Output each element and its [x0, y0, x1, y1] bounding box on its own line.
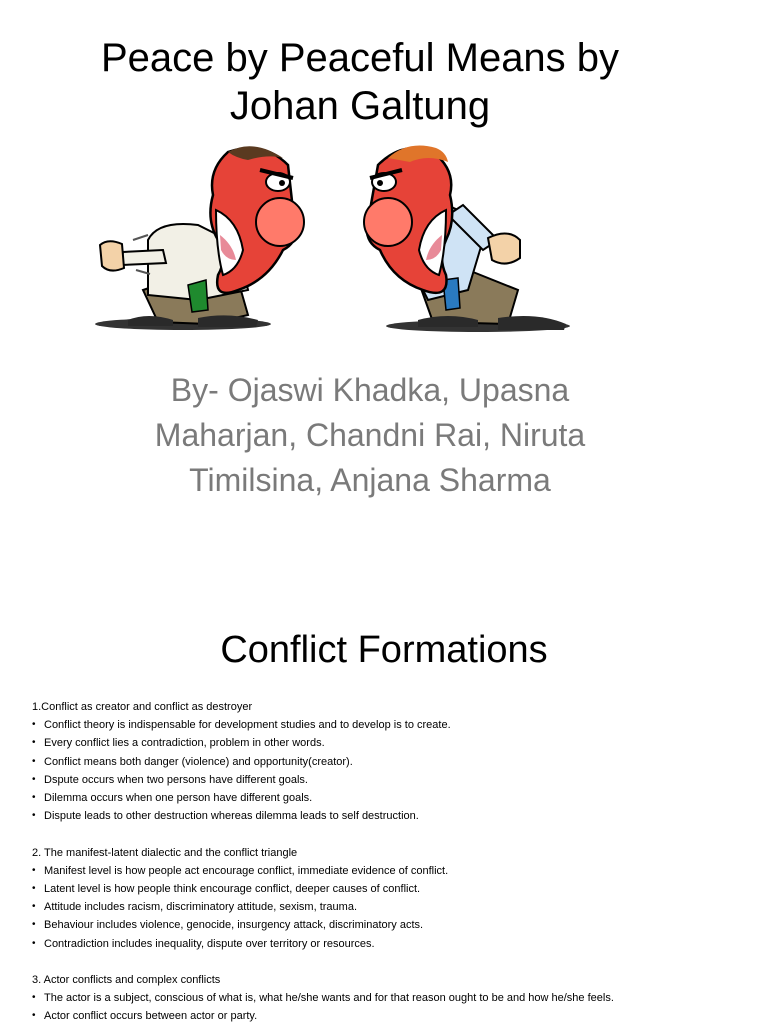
section-heading: 1.Conflict as creator and conflict as destroyer [32, 701, 253, 713]
two-men-arguing-illustration [88, 140, 578, 340]
title-line-1: Peace by Peaceful Means by [100, 36, 620, 80]
section-heading: 3. Actor conflicts and complex conflicts [32, 974, 221, 987]
bullet-item: • Conflict means both danger (violence) and opportunity(creator). [32, 753, 732, 771]
conflict-formations-content [32, 698, 732, 1026]
authors-byline [80, 368, 660, 503]
section-title [0, 624, 768, 676]
byline-line-1: By- Ojaswi Khadka, Upasna [170, 372, 570, 408]
section-heading: 2. The manifest-latent dialectic and the conflict triangle [32, 846, 298, 859]
bullet-item: • Latent level is how people think encourage conflict, deeper causes of conflict. [32, 880, 732, 898]
byline-line-3: Timilsina, Anjana Sharma [189, 462, 551, 498]
byline-line-2: Maharjan, Chandni Rai, Niruta [154, 417, 586, 453]
bullet-item: • Actor conflict occurs between actor or party. [32, 1007, 732, 1025]
section-1 [32, 698, 732, 825]
left-man [100, 146, 304, 327]
bullet-item: • Contradiction includes inequality, dispute over territory or resources. [32, 935, 732, 953]
bullet-item: • Every conflict lies a contradiction, problem in other words. [32, 734, 732, 752]
bullet-item: • Dispute leads to other destruction whereas dilemma leads to self destruction. [32, 807, 732, 825]
bullet-item: • Dilemma occurs when one person have different goals. [32, 789, 732, 807]
section-title-text: Conflict Formations [220, 629, 548, 671]
section-3 [32, 971, 732, 1026]
bullet-item: • The actor is a subject, conscious of what is, what he/she wants and for that reason ought to be and how he/she feels. [32, 989, 732, 1007]
bullet-item: • Conflict theory is indispensable for development studies and to develop is to create. [32, 716, 732, 734]
section-2 [32, 844, 732, 953]
bullet-item: • Dspute occurs when two persons have different goals. [32, 771, 732, 789]
bullet-item: • Attitude includes racism, discriminatory attitude, sexism, trauma. [32, 898, 732, 916]
bullet-item: • Behaviour includes violence, genocide, insurgency attack, discriminatory acts. [32, 916, 732, 934]
slide-title [30, 34, 690, 130]
bullet-item: • Manifest level is how people act encourage conflict, immediate evidence of conflict. [32, 862, 732, 880]
title-line-2: Johan Galtung [229, 84, 491, 128]
right-man [364, 146, 566, 330]
